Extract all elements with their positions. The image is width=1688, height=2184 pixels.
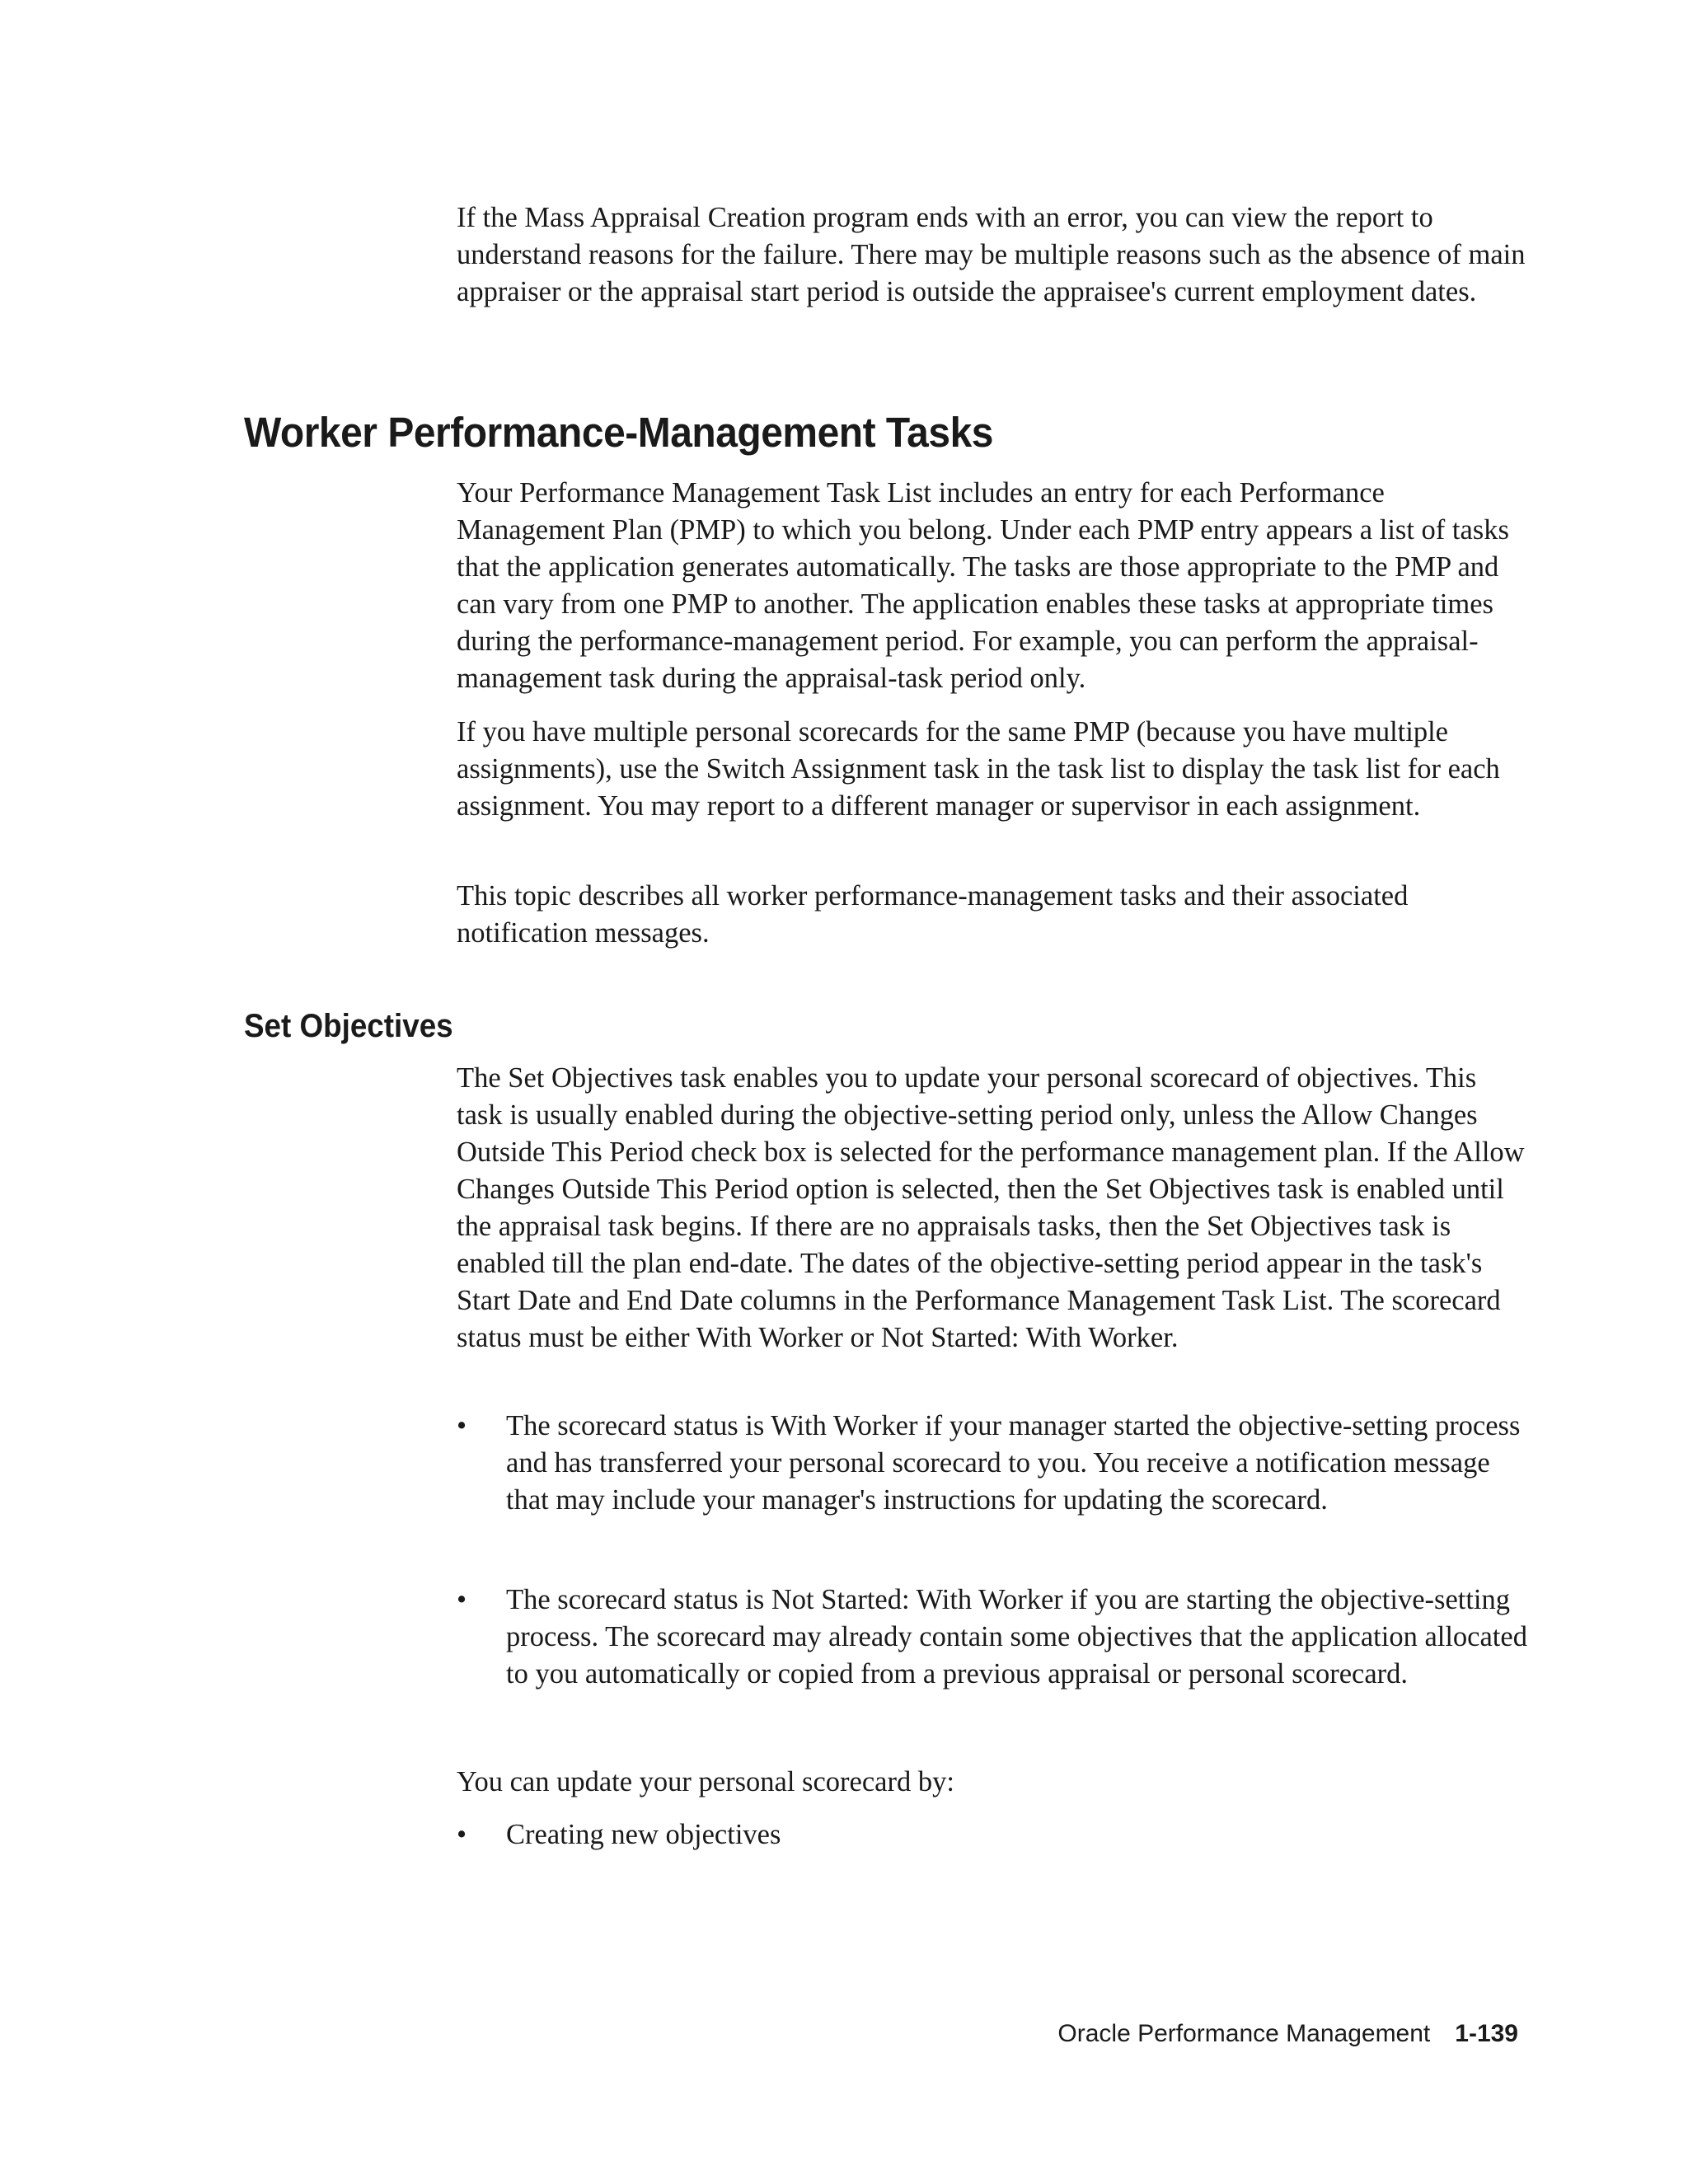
update-intro-paragraph: You can update your personal scorecard by: <box>457 1766 954 1797</box>
page-footer <box>1057 2018 1518 2050</box>
section-paragraph-1: Your Performance Management Task List includes an entry for each Performance Management Plan (PMP) to which you belong. Under each PMP entry appears a list of tasks that the application generates automatically. The tasks are those appropriate to the PMP and can vary from one PMP to another. The application enables these tasks at appropriate times during the performance-management period. For example, you can perform the appraisal-management task during the appraisal-task period only. <box>457 477 1509 694</box>
list-item-text: The scorecard status is Not Started: With Worker if you are starting the objective-setting process. The scorecard may already contain some objectives that the application allocated to you automatically or copied from a previous appraisal or personal scorecard. <box>506 1584 1527 1690</box>
section-heading: Worker Performance-Management Tasks <box>244 409 993 456</box>
section-paragraph-3: This topic describes all worker performance-management tasks and their associated notification messages. <box>457 880 1409 949</box>
page-number: 1-139 <box>1455 2020 1518 2047</box>
section-paragraph-2: If you have multiple personal scorecards for the same PMP (because you have multiple assignments), use the Switch Assignment task in the task list to display the task list for each assignment. You may report to a different manager or supervisor in each assignment. <box>457 716 1500 822</box>
intro-paragraph: If the Mass Appraisal Creation program ends with an error, you can view the report to understand reasons for the failure. There may be multiple reasons such as the absence of main appraiser or the appraisal start period is outside the appraisee's current employment dates. <box>457 202 1526 307</box>
bullet-icon: • <box>457 1584 467 1615</box>
footer-title: Oracle Performance Management <box>1057 2020 1431 2047</box>
bullet-icon: • <box>457 1819 467 1850</box>
list-item-text: Creating new objectives <box>506 1819 781 1850</box>
subsection-paragraph: The Set Objectives task enables you to update your personal scorecard of objectives. This task is usually enabled during the objective-setting period only, unless the Allow Changes Outside This Period check box is selected for the performance management plan. If the Allow Changes Outside This Period option is selected, then the Set Objectives task is enabled until the appraisal task begins. If there are no appraisals tasks, then the Set Objectives task is enabled till the plan end-date. The dates of the objective-setting period appear in the task's Start Date and End Date columns in the Performance Management Task List. The scorecard status must be either With Worker or Not Started: With Worker. <box>457 1062 1525 1353</box>
bullet-icon: • <box>457 1410 467 1441</box>
subsection-heading: Set Objectives <box>244 1008 453 1044</box>
list-item-text: The scorecard status is With Worker if your manager started the objective-setting process and has transferred your personal scorecard to you. You receive a notification message that may include your manager's instructions for updating the scorecard. <box>506 1410 1521 1516</box>
